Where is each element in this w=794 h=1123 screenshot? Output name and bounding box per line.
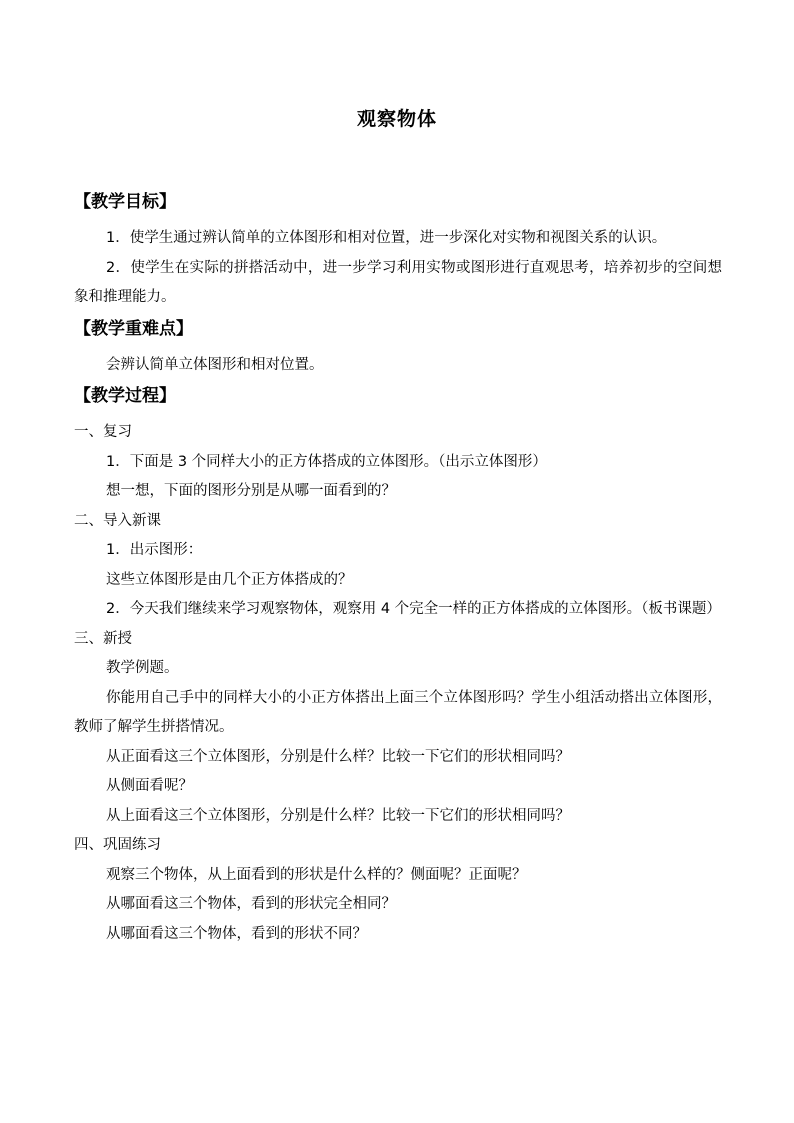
subsection-heading-new: 三、新授 [74, 630, 132, 647]
new-line-1: 教学例题。 [106, 660, 179, 676]
section-heading-process: 【教学过程】 [74, 386, 176, 406]
section-heading-keypoints: 【教学重难点】 [74, 318, 193, 339]
practice-line-3: 从哪面看这三个物体，看到的形状不同？ [106, 925, 367, 942]
goal-item-1: 1．使学生通过辨认简单的立体图形和相对位置，进一步深化对实物和视图关系的认识。 [106, 230, 667, 246]
document-body [72, 186, 722, 949]
page-title: 观察物体 [356, 108, 437, 130]
keypoints-text: 会辨认简单立体图形和相对位置。 [106, 356, 324, 373]
review-line-1: 1．下面是 3 个同样大小的正方体搭成的立体图形。（出示立体图形） [106, 453, 547, 470]
subsection-heading-practice: 四、巩固练习 [74, 837, 161, 853]
review-line-2: 想一想，下面的图形分别是从哪一面看到的？ [106, 483, 396, 499]
intro-line-3: 2．今天我们继续来学习观察物体，观察用 4 个完全一样的正方体搭成的立体图形。（板书课题） [106, 601, 721, 617]
practice-line-1: 观察三个物体，从上面看到的形状是什么样的？侧面呢？正面呢？ [106, 866, 527, 883]
subsection-heading-review: 一、复习 [74, 424, 132, 440]
subsection-heading-intro: 二、导入新课 [74, 512, 161, 529]
section-heading-goals: 【教学目标】 [74, 192, 176, 212]
new-line-2: 你能用自己手中的同样大小的小正方体搭出上面三个立体图形吗？学生小组活动搭出立体图形，教师了解学生拼搭情况。 [74, 689, 722, 735]
goal-item-2: 2．使学生在实际的拼搭活动中，进一步学习利用实物或图形进行直观思考，培养初步的空间想象和推理能力。 [74, 259, 722, 305]
intro-line-2: 这些立体图形是由几个正方体搭成的？ [106, 571, 353, 588]
new-line-5: 从上面看这三个立体图形，分别是什么样？比较一下它们的形状相同吗？ [106, 807, 570, 824]
intro-line-1: 1．出示图形： [106, 542, 203, 558]
new-line-3: 从正面看这三个立体图形，分别是什么样？比较一下它们的形状相同吗？ [106, 748, 570, 765]
practice-line-2: 从哪面看这三个物体，看到的形状完全相同？ [106, 896, 396, 912]
new-line-4: 从侧面看呢？ [106, 778, 193, 794]
